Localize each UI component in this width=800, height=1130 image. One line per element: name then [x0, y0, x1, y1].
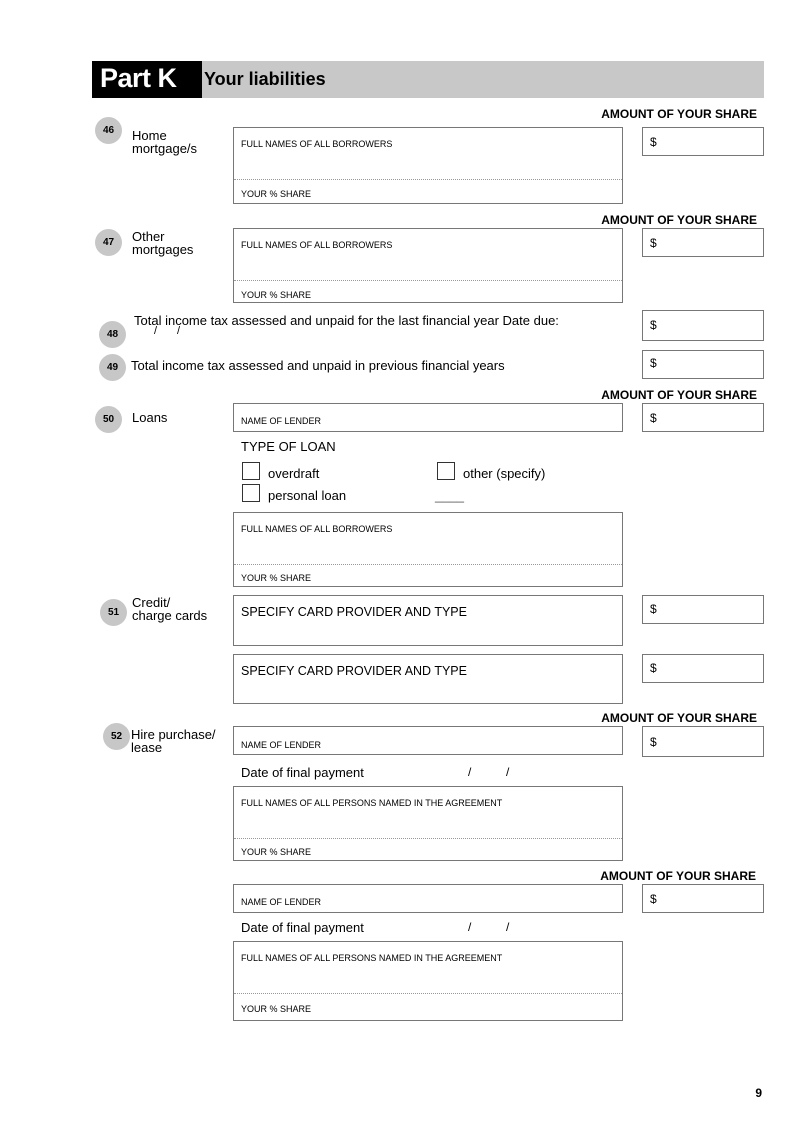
divider	[234, 993, 622, 994]
amount-field-52a[interactable]	[642, 726, 764, 757]
amount-label-50: AMOUNT OF YOUR SHARE	[601, 388, 757, 402]
amount-field-47[interactable]	[642, 228, 764, 257]
amount-field-50[interactable]	[642, 403, 764, 432]
name-of-lender-label: NAME OF LENDER	[241, 897, 322, 907]
name-of-lender-label: NAME OF LENDER	[241, 416, 322, 426]
divider	[234, 280, 622, 281]
dollar-sign: $	[650, 411, 657, 425]
name-of-lender-label: NAME OF LENDER	[241, 740, 322, 750]
full-names-label: FULL NAMES OF ALL BORROWERS	[241, 139, 393, 149]
your-share-label: YOUR % SHARE	[241, 189, 312, 199]
other-loan-checkbox[interactable]	[437, 462, 455, 480]
page-number: 9	[755, 1086, 762, 1100]
question-number-49: 49	[99, 354, 126, 381]
persons-named-label: FULL NAMES OF ALL PERSONS NAMED IN THE AGREEMENT	[241, 798, 503, 808]
divider	[234, 564, 622, 565]
dollar-sign: $	[650, 892, 657, 906]
date-final-payment-label-b: Date of final payment	[241, 920, 364, 935]
question-number-48: 48	[99, 321, 126, 348]
overdraft-label: overdraft	[268, 466, 320, 481]
dollar-sign: $	[650, 236, 657, 250]
dollar-sign: $	[650, 735, 657, 749]
q46-label-line2: mortgage/s	[132, 141, 198, 156]
dollar-sign: $	[650, 356, 657, 370]
q51-label-line1: Credit/	[132, 595, 171, 610]
amount-field-48[interactable]	[642, 310, 764, 341]
date-slash-a1: /	[468, 765, 472, 779]
card-provider-label: SPECIFY CARD PROVIDER AND TYPE	[241, 664, 467, 678]
personal-loan-label: personal loan	[268, 488, 347, 503]
amount-field-51b[interactable]	[642, 654, 764, 683]
borrowers-field-46[interactable]	[233, 127, 623, 204]
section-title: Your liabilities	[204, 69, 326, 89]
question-number-46: 46	[95, 117, 122, 144]
q52-label-line1: Hire purchase/	[131, 727, 216, 742]
question-number-47: 47	[95, 229, 122, 256]
q51-label-line2: charge cards	[132, 608, 208, 623]
type-of-loan-label: TYPE OF LOAN	[241, 439, 336, 454]
dollar-sign: $	[650, 135, 657, 149]
persons-named-label: FULL NAMES OF ALL PERSONS NAMED IN THE AGREEMENT	[241, 953, 503, 963]
lender-field-52a[interactable]	[233, 726, 623, 755]
question-label-47	[132, 230, 193, 256]
your-share-label: YOUR % SHARE	[241, 847, 312, 857]
amount-label-52b: AMOUNT OF YOUR SHARE	[600, 869, 756, 883]
q47-label-line2: mortgages	[132, 242, 194, 257]
date-slash-1: /	[154, 325, 158, 337]
borrowers-field-47[interactable]	[233, 228, 623, 303]
question-label-50: Loans	[132, 410, 168, 425]
q52-label-line2: lease	[131, 740, 163, 755]
divider	[234, 838, 622, 839]
card-provider-field-2[interactable]	[233, 654, 623, 704]
amount-label-52a: AMOUNT OF YOUR SHARE	[601, 711, 757, 725]
question-number-50: 50	[95, 406, 122, 433]
date-slash-b1: /	[468, 920, 472, 934]
section-title-bar	[202, 61, 764, 98]
question-label-52	[131, 728, 216, 754]
question-text-48: Total income tax assessed and unpaid for the last financial year Date due:	[134, 313, 559, 328]
your-share-label: YOUR % SHARE	[241, 1004, 312, 1014]
lender-field-50[interactable]	[233, 403, 623, 432]
question-label-51	[132, 596, 207, 622]
full-names-label: FULL NAMES OF ALL BORROWERS	[241, 524, 393, 534]
amount-label-47: AMOUNT OF YOUR SHARE	[601, 213, 757, 227]
question-text-49: Total income tax assessed and unpaid in previous financial years	[131, 358, 505, 373]
q46-label-line1: Home	[132, 128, 167, 143]
amount-field-46[interactable]	[642, 127, 764, 156]
persons-field-52b[interactable]	[233, 941, 623, 1021]
q47-label-line1: Other	[132, 229, 165, 244]
dollar-sign: $	[650, 661, 657, 675]
divider	[234, 179, 622, 180]
date-slash-a2: /	[506, 765, 510, 779]
question-label-46	[132, 129, 197, 155]
full-names-label: FULL NAMES OF ALL BORROWERS	[241, 240, 393, 250]
amount-field-51a[interactable]	[642, 595, 764, 624]
your-share-label: YOUR % SHARE	[241, 573, 312, 583]
card-provider-field-1[interactable]	[233, 595, 623, 646]
other-specify-line[interactable]: ____	[435, 488, 464, 503]
question-number-51: 51	[100, 599, 127, 626]
borrowers-field-50[interactable]	[233, 512, 623, 587]
dollar-sign: $	[650, 602, 657, 616]
date-slash-b2: /	[506, 920, 510, 934]
your-share-label: YOUR % SHARE	[241, 290, 312, 300]
card-provider-label: SPECIFY CARD PROVIDER AND TYPE	[241, 605, 467, 619]
date-final-payment-label-a: Date of final payment	[241, 765, 364, 780]
personal-loan-checkbox[interactable]	[242, 484, 260, 502]
question-number-52: 52	[103, 723, 130, 750]
date-slash-2: /	[177, 325, 181, 337]
amount-label-46: AMOUNT OF YOUR SHARE	[601, 107, 757, 121]
dollar-sign: $	[650, 318, 657, 332]
amount-field-52b[interactable]	[642, 884, 764, 913]
amount-field-49[interactable]	[642, 350, 764, 379]
overdraft-checkbox[interactable]	[242, 462, 260, 480]
part-label: Part K	[100, 63, 177, 93]
other-loan-label: other (specify)	[463, 466, 546, 481]
lender-field-52b[interactable]	[233, 884, 623, 913]
persons-field-52a[interactable]	[233, 786, 623, 861]
part-badge	[92, 61, 202, 98]
